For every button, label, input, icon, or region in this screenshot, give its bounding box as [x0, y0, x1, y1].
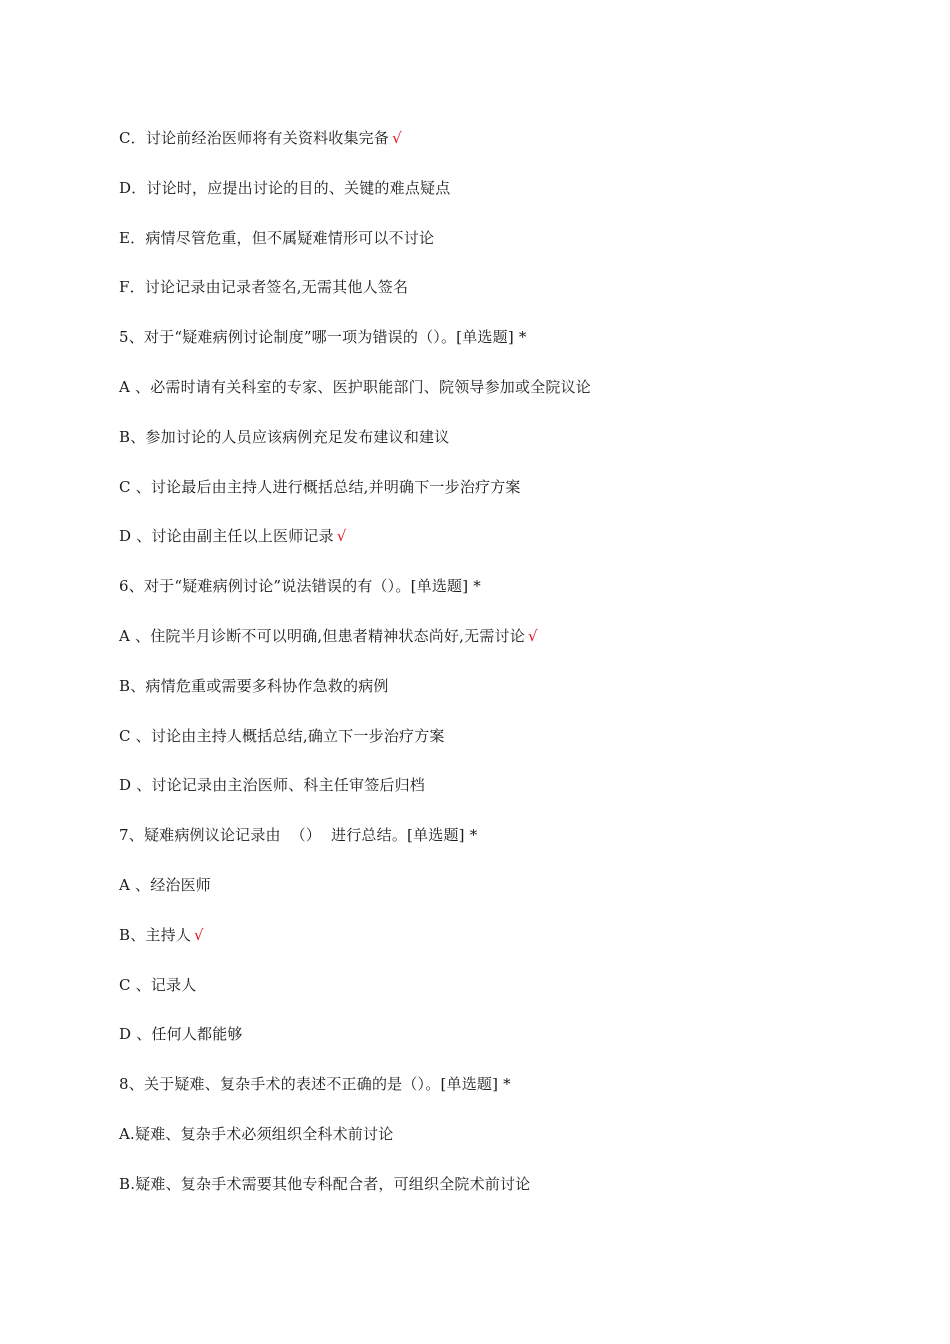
question-line: [119, 323, 879, 373]
line-text: D 、讨论由副主任以上医师记录: [119, 527, 334, 546]
line-text: A 、必需时请有关科室的专家、医护职能部门、院领导参加或全院议论: [119, 377, 592, 396]
question-line: [119, 572, 879, 622]
line-text: E．病情尽管危重，但不属疑难情形可以不讨论: [119, 228, 435, 247]
line-text: C 、讨论最后由主持人进行概括总结,并明确下一步治疗方案: [119, 477, 521, 496]
line-text: C 、讨论由主持人概括总结,确立下一步治疗方案: [119, 726, 445, 745]
line-text: B、主持人: [119, 925, 192, 944]
option-line: [119, 771, 879, 821]
option-line: [119, 1020, 879, 1070]
line-text: D．讨论时，应提出讨论的目的、关键的难点疑点: [119, 178, 451, 197]
option-line: [119, 373, 879, 423]
option-line: [119, 224, 879, 274]
line-text: C．讨论前经治医师将有关资料收集完备: [119, 129, 390, 147]
correct-check-icon: √: [527, 626, 538, 645]
line-text: F．讨论记录由记录者签名,无需其他人签名: [119, 278, 409, 297]
question-line: [119, 821, 879, 871]
correct-check-icon: √: [392, 129, 402, 147]
option-line: [119, 971, 879, 1021]
option-line: [119, 622, 879, 672]
line-text: D 、讨论记录由主治医师、科主任审签后归档: [119, 776, 425, 795]
question-list: [119, 124, 879, 1220]
line-text: A.疑难、复杂手术必须组织全科术前讨论: [119, 1124, 394, 1143]
line-text: A 、经治医师: [119, 875, 212, 894]
line-text: 5、对于“疑难病例讨论制度”哪一项为错误的（）。[单选题] *: [119, 328, 527, 347]
option-line: [119, 1170, 879, 1220]
correct-check-icon: √: [194, 925, 204, 944]
question-line: [119, 1070, 879, 1120]
option-line: [119, 1120, 879, 1170]
option-line: [119, 473, 879, 523]
line-text: C 、记录人: [119, 975, 197, 994]
option-line: [119, 174, 879, 224]
option-line: [119, 423, 879, 473]
option-line: [119, 921, 879, 971]
option-line: [119, 124, 879, 174]
option-line: [119, 722, 879, 772]
line-text: B、病情危重或需要多科协作急救的病例: [119, 676, 389, 695]
correct-check-icon: √: [336, 527, 347, 546]
line-text: B.疑难、复杂手术需要其他专科配合者，可组织全院术前讨论: [119, 1174, 531, 1193]
line-text: 7、疑难病例议论记录由 （） 进行总结。[单选题] *: [119, 826, 478, 845]
option-line: [119, 672, 879, 722]
line-text: A 、住院半月诊断不可以明确,但患者精神状态尚好,无需讨论: [119, 626, 525, 645]
line-text: B、参加讨论的人员应该病例充足发布建议和建议: [119, 427, 450, 446]
line-text: 8、关于疑难、复杂手术的表述不正确的是（）。[单选题] *: [119, 1075, 511, 1094]
option-line: [119, 871, 879, 921]
line-text: D 、任何人都能够: [119, 1025, 243, 1044]
line-text: 6、对于“疑难病例讨论”说法错误的有（）。[单选题] *: [119, 577, 481, 596]
option-line: [119, 522, 879, 572]
option-line: [119, 273, 879, 323]
